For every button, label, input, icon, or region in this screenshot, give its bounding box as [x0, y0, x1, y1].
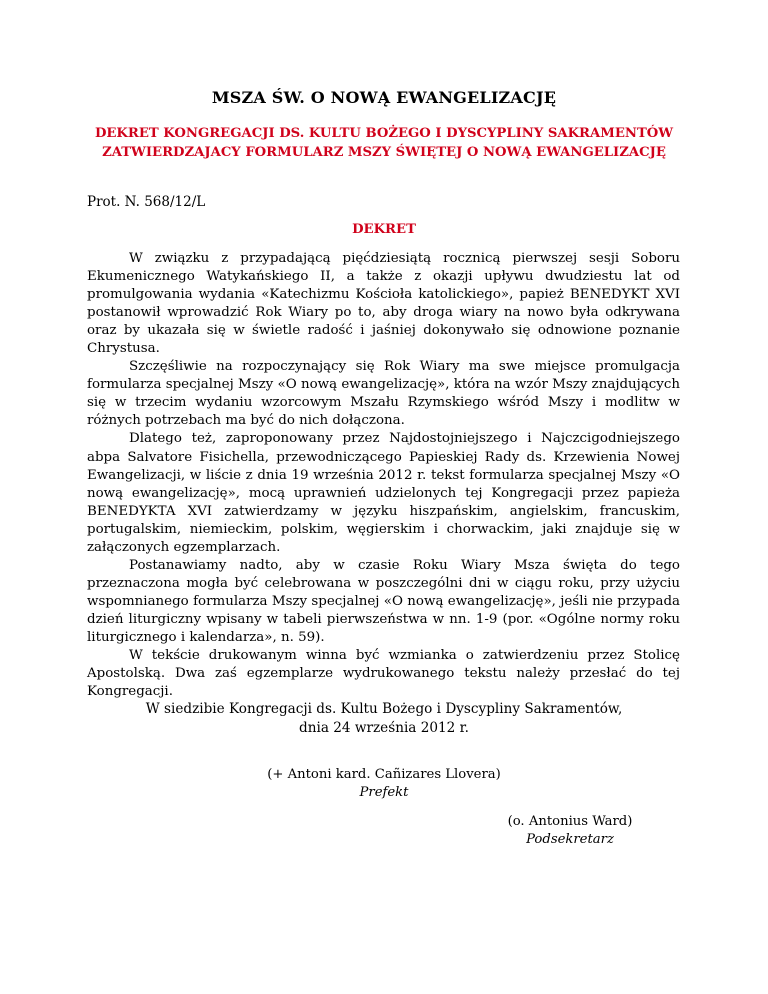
decree-subtitle-line-1: DEKRET KONGREGACJI DS. KULTU BOŻEGO I DYSCYPLINY SAKRAMENTÓW [94, 126, 674, 141]
paragraph-4: Postanawiamy nadto, aby w czasie Roku Wiary Msza święta do tego przeznaczona mogła być celebrowana w poszczególni dni w ciągu roku, przy użyciu wspomnianego formularza Mszy specjalnej «O nową ewangelizację», jeśli nie przypada dzień liturgiczny wpisany w tabeli pierwszeństwa w nn. 1-9 (por. «Ogólne normy roku liturgicznego i kalendarza», n. 59). [87, 557, 680, 645]
place-and-date [0, 700, 768, 738]
signature-prefect [200, 766, 568, 802]
paragraph-1: W związku z przypadającą pięćdziesiątą rocznicą pierwszej sesji Soboru Ekumenicznego Watykańskiego II, a także z okazji upływu dwudziestu lat od promulgowania wydania «Katechizmu Kościoła katolickiego», papież BENEDYKT XVI postanowił wprowadzić Rok Wiary po to, aby droga wiary na nowo była odkrywana oraz by ukazała się w świetle radość i jaśniej dokonywało się odnowione poznanie Chrystusa. [87, 251, 680, 357]
date-line: dnia 24 września 2012 r. [299, 720, 469, 736]
decree-subtitle-line-2: ZATWIERDZAJACY FORMULARZ MSZY ŚWIĘTEJ O NOWĄ EWANGELIZACJĘ [102, 145, 666, 160]
paragraph-3: Dlatego też, zaproponowany przez Najdostojniejszego i Najczcigodniejszego abpa Salvatore Fisichella, przewodniczącego Papieskiej Rady ds. Krzewienia Nowej Ewangelizacji, w liście z dnia 19 września 2012 r. tekst formularza specjalnej Mszy «O nową ewangelizację», mocą uprawnień udzielonych tej Kongregacji przez papieża BENEDYKTA XVI zatwierdzamy w języku hiszpańskim, angielskim, francuskim, portugalskim, niemieckim, polskim, węgierskim i chorwackim, jaki znajduje się w załączonych egzemplarzach. [87, 431, 680, 555]
signature-name: (o. Antonius Ward) [507, 814, 633, 829]
signature-role: Podsekretarz [526, 832, 614, 847]
decree-body [87, 250, 680, 701]
decree-heading: DEKRET [352, 222, 416, 237]
protocol-number: Prot. N. 568/12/L [87, 194, 206, 210]
signature-name: (+ Antoni kard. Cañizares Llovera) [267, 767, 501, 782]
signature-undersecretary [470, 813, 670, 849]
paragraph-5: W tekście drukowanym winna być wzmianka o zatwierdzeniu przez Stolicę Apostolską. Dwa zaś egzemplarze wydrukowanego tekstu należy przesłać do tej Kongregacji. [87, 648, 680, 700]
signature-role: Prefekt [359, 785, 409, 800]
place-line: W siedzibie Kongregacji ds. Kultu Bożego i Dyscypliny Sakramentów, [145, 701, 623, 717]
document-title: MSZA ŚW. O NOWĄ EWANGELIZACJĘ [211, 88, 557, 107]
paragraph-2: Szczęśliwie na rozpoczynający się Rok Wiary ma swe miejsce promulgacja formularza specjalnej Mszy «O nową ewangelizację», która na wzór Mszy znajdujących się w trzecim wydaniu wzorcowym Mszału Rzymskiego wśród Mszy i modlitw w różnych potrzebach ma być do nich dołączona. [87, 359, 680, 429]
